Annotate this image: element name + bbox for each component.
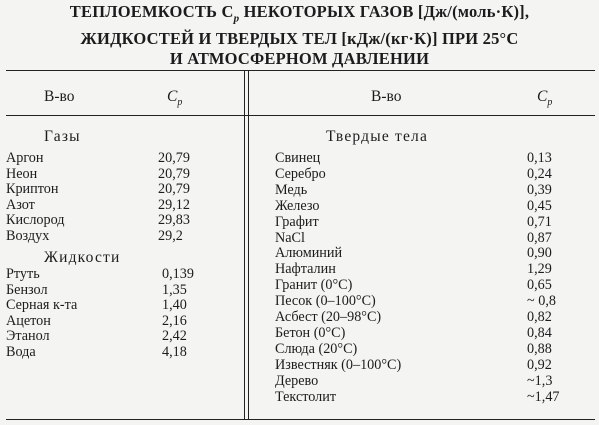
substance-name: Медь	[275, 181, 308, 198]
substance-name: Текстолит	[275, 388, 337, 405]
cp-value: 2,42	[162, 328, 187, 345]
substance-name: Серная к-та	[6, 297, 78, 314]
bottom-rule	[6, 419, 595, 420]
cp-value: 1,40	[162, 297, 187, 314]
header-substance-right: В-во	[371, 88, 402, 105]
cp-value: 20,79	[158, 150, 190, 166]
cp-value: 20,79	[158, 181, 190, 198]
substance-name: Графит	[275, 213, 319, 230]
substance-name: Азот	[6, 196, 35, 213]
title-line-1: ТЕПЛОЕМКОСТЬ $C_p$ НЕКОТОРЫХ ГАЗОВ [Дж/(моль·К)],	[69, 2, 530, 25]
cp-value: 0,39	[527, 181, 552, 198]
title-line-2: ЖИДКОСТЕЙ И ТВЕРДЫХ ТЕЛ [кДж/(кг·К)] ПРИ 25°С	[80, 28, 519, 48]
substance-name: Гранит (0°С)	[275, 277, 353, 294]
cp-value: 0,13	[527, 150, 552, 166]
substance-name: Серебро	[275, 165, 326, 182]
cp-value: 2,16	[162, 312, 187, 329]
column-divider-left	[244, 70, 245, 419]
cp-value: 1,29	[527, 261, 552, 278]
cp-value: 1,35	[162, 281, 187, 298]
section-gases: Газы	[44, 128, 81, 145]
substance-name: Ртуть	[6, 266, 40, 282]
cp-value: 29,83	[158, 212, 190, 229]
substance-name: Ацетон	[6, 312, 51, 329]
substance-name: Бетон (0°С)	[275, 324, 346, 341]
table-title	[0, 2, 599, 70]
substance-name: Кислород	[6, 212, 65, 229]
cp-value: 0,84	[527, 324, 552, 341]
substance-name: Асбест (20–98°С)	[275, 309, 382, 325]
cp-value: 0,82	[527, 309, 552, 325]
substance-name: Криптон	[6, 181, 59, 198]
substance-name: Алюминий	[275, 245, 343, 262]
substance-name: Песок (0–100°С)	[275, 293, 376, 310]
header-substance-left: В-во	[44, 88, 75, 105]
substance-name: Дерево	[275, 372, 319, 389]
cp-value: 0,24	[527, 165, 552, 182]
column-divider-right	[248, 70, 249, 419]
cp-value: 29,2	[158, 228, 183, 244]
substance-name: Аргон	[6, 150, 44, 166]
substance-name: Известняк (0–100°С)	[275, 356, 402, 373]
header-cp-right: $C_p$	[537, 88, 553, 109]
substance-name: Слюда (20°С)	[275, 340, 358, 357]
cp-value: ~1,47	[527, 388, 560, 405]
cp-value: 0,87	[527, 229, 552, 246]
substance-name: NaCl	[275, 229, 305, 246]
substance-name: Свинец	[275, 150, 321, 166]
substance-name: Вода	[6, 344, 36, 360]
section-liquids: Жидкости	[44, 249, 121, 266]
header-cp-left: $C_p$	[167, 88, 183, 109]
substance-name: Бензол	[6, 281, 48, 298]
section-solids: Твердые тела	[326, 128, 429, 145]
substance-name: Нафталин	[275, 261, 336, 278]
header-rule	[6, 115, 595, 116]
substance-name: Неон	[6, 165, 38, 182]
substance-name: Железо	[275, 197, 320, 214]
cp-value: 0,92	[527, 356, 552, 373]
cp-value: 20,79	[158, 165, 190, 182]
cp-value: 4,18	[162, 344, 187, 360]
cp-value: 0,71	[527, 213, 552, 230]
top-rule	[6, 70, 595, 71]
title-line-3: И АТМОСФЕРНОМ ДАВЛЕНИИ	[169, 49, 430, 69]
substance-name: Этанол	[6, 328, 50, 345]
cp-value: 0,45	[527, 197, 552, 214]
cp-value: 0,88	[527, 340, 552, 357]
substance-name: Воздух	[6, 228, 50, 244]
cp-value: 0,65	[527, 277, 552, 294]
cp-value: 0,90	[527, 245, 552, 262]
cp-value: ~1,3	[527, 372, 553, 389]
cp-value: 0,139	[162, 266, 194, 282]
cp-value: 29,12	[158, 196, 190, 213]
cp-value: ~ 0,8	[527, 293, 556, 310]
